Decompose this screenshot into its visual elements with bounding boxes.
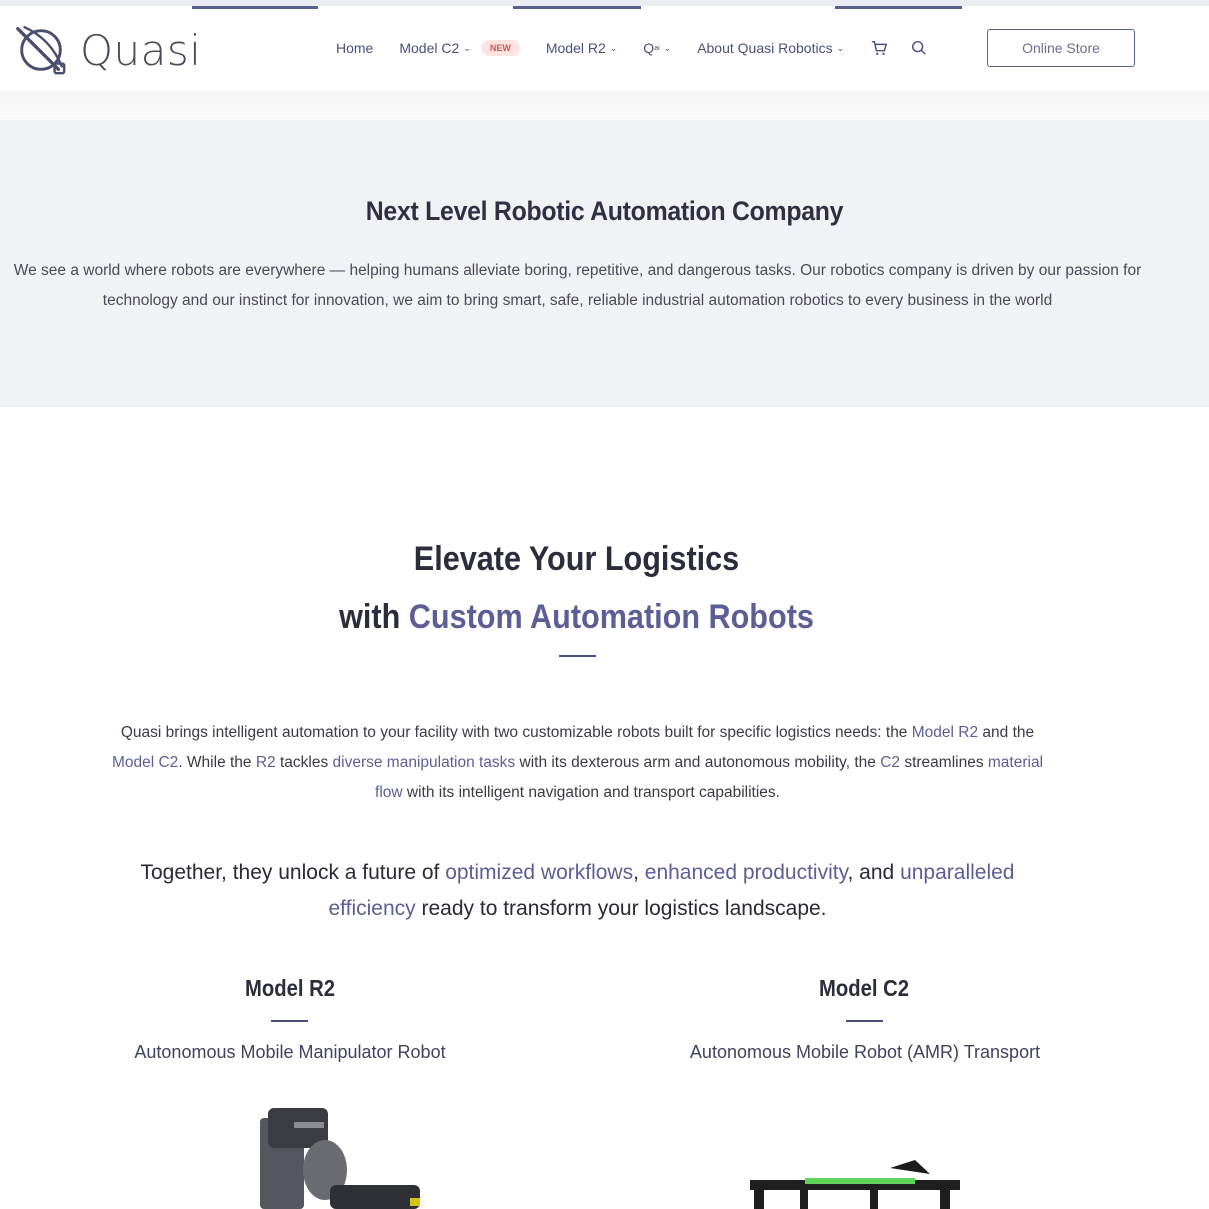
brand-logo[interactable] — [12, 21, 201, 79]
model-r2-divider — [271, 1020, 308, 1022]
model-c2-link[interactable]: Model C2 — [111, 754, 179, 771]
new-badge: NEW — [481, 40, 520, 56]
manipulation-highlight: diverse manipulation tasks — [332, 754, 516, 771]
intro-text: with its dexterous arm and autonomous mobility, the — [515, 754, 881, 771]
nav-model-c2[interactable] — [399, 40, 519, 56]
online-store-button[interactable]: Online Store — [987, 29, 1135, 67]
model-r2-subtitle: Autonomous Mobile Manipulator Robot — [134, 1042, 446, 1062]
chevron-down-icon: ⌄ — [609, 42, 618, 53]
intro-text: with its intelligent navigation and transport capabilities. — [402, 784, 780, 801]
chevron-down-icon: ⌄ — [836, 42, 845, 53]
intro-paragraph — [100, 718, 1055, 808]
material-flow-highlight: material flow — [375, 754, 1044, 801]
c2-highlight: C2 — [880, 754, 901, 771]
heading-divider — [559, 655, 596, 657]
together-text: Together, they unlock a future of — [140, 861, 446, 884]
top-accent-bar — [0, 0, 1209, 6]
together-text: , and — [847, 861, 901, 884]
chevron-down-icon: ⌄ — [463, 42, 471, 53]
intro-text: tackles — [275, 754, 333, 771]
model-r2-link[interactable]: Model R2 — [911, 724, 979, 741]
elevate-heading-line1: Elevate Your Logistics — [413, 540, 740, 578]
quasi-logo-icon — [12, 21, 70, 79]
together-text: , — [633, 861, 645, 884]
header-shadow — [0, 91, 1209, 119]
together-text: ready to transform your logistics landscape. — [415, 897, 827, 920]
nav-model-c2-label: Model C2 — [399, 40, 460, 56]
elevate-accent: Custom Automation Robots — [408, 598, 814, 636]
model-c2-divider — [846, 1020, 883, 1022]
r2-highlight: R2 — [255, 754, 276, 771]
intro-text: streamlines — [900, 754, 988, 771]
mission-section — [0, 120, 1209, 407]
model-c2-robot-image[interactable] — [740, 1160, 970, 1209]
nav-about[interactable] — [697, 40, 844, 56]
cart-icon[interactable] — [870, 39, 888, 57]
mission-text: We see a world where robots are everywhere — helping humans alleviate boring, repetitive, and dangerous tasks. Our robotics company is driven by our passion for technology and our instinct for innovation, we aim to bring smart, safe, reliable industrial automation robotics to every business in the world — [13, 262, 1142, 309]
model-c2-subtitle: Autonomous Mobile Robot (AMR) Transport — [689, 1042, 1041, 1062]
nav-about-label: About Quasi Robotics — [697, 40, 833, 56]
brand-name: Quasi — [80, 25, 202, 75]
intro-text: Quasi brings intelligent automation to your facility with two customizable robots built for specific logistics needs: the — [120, 724, 912, 741]
site-header — [0, 9, 1209, 91]
nav-model-r2[interactable] — [546, 40, 617, 56]
nav-model-r2-label: Model R2 — [545, 40, 606, 56]
search-icon[interactable] — [910, 39, 928, 57]
model-r2-robot-image[interactable] — [230, 1100, 450, 1209]
elevate-heading-line2 — [58, 588, 1096, 646]
nav-q-ai-sup: ai — [654, 44, 660, 52]
chevron-down-icon: ⌄ — [663, 42, 672, 53]
elevate-prefix: with — [339, 598, 409, 636]
model-c2-title[interactable]: Model C2 — [819, 975, 909, 1001]
nav-home-label: Home — [336, 40, 374, 56]
intro-text: and the — [978, 724, 1035, 741]
elevate-heading — [0, 530, 1153, 646]
mission-title: Next Level Robotic Automation Company — [365, 196, 844, 226]
nav-q-ai-label: Q — [643, 40, 655, 56]
workflows-highlight: optimized workflows — [445, 861, 634, 884]
productivity-highlight: enhanced productivity — [644, 861, 848, 884]
nav-q-ai[interactable] — [643, 40, 671, 56]
together-paragraph — [100, 855, 1055, 927]
model-r2-title[interactable]: Model R2 — [245, 975, 335, 1001]
efficiency-highlight: unparalleled efficiency — [328, 861, 1015, 920]
nav-home[interactable] — [336, 40, 373, 56]
main-menu — [336, 39, 950, 57]
intro-text: . While the — [178, 754, 256, 771]
